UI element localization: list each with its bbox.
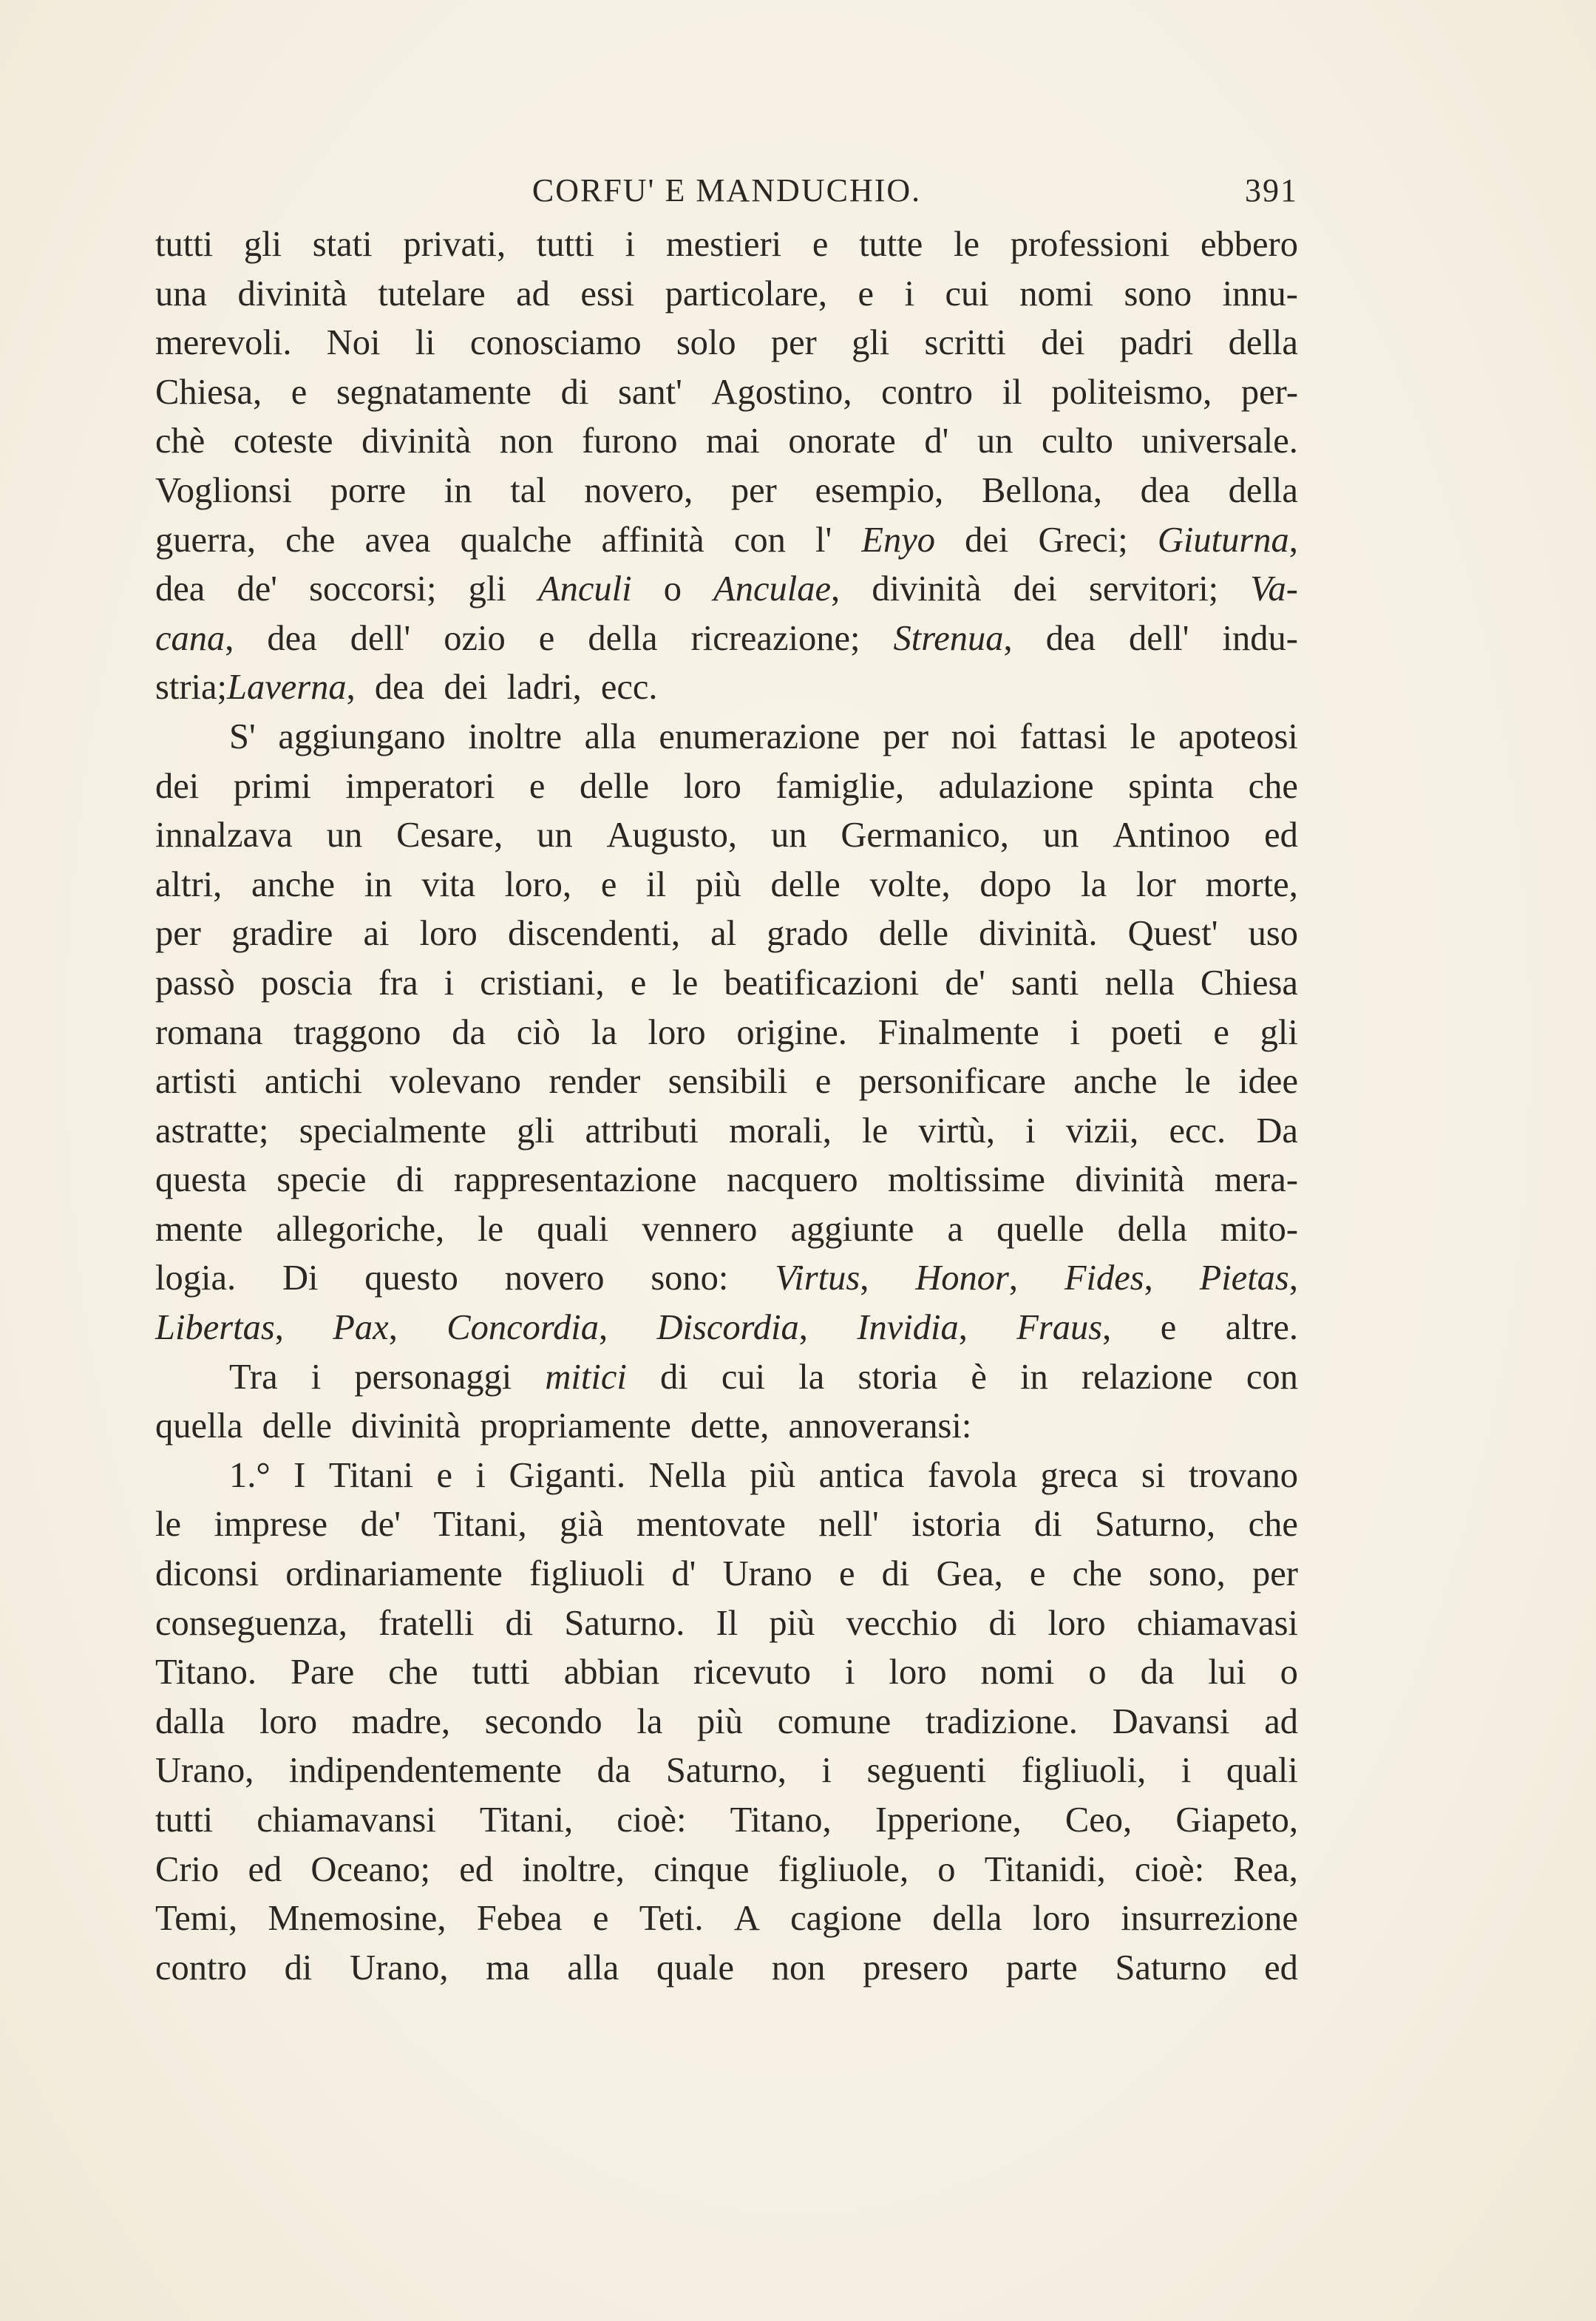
text-line: quella delle divinità propriamente dette, annoveransi: [155,1406,972,1446]
text-line: mente allegoriche, le quali vennero aggiunte a quelle della mito- [155,1209,1298,1249]
text-line: le imprese de' Titani, già mentovate nell' istoria di Saturno, che [155,1505,1298,1545]
text-line: S' aggiungano inoltre alla enumerazione per noi fattasi le apoteosi [229,716,1298,756]
text-line: diconsi ordinariamente figliuoli d' Urano e di Gea, e che sono, per [155,1554,1298,1594]
text-line: una divinità tutelare ad essi particolare, e i cui nomi sono innu- [155,274,1298,314]
text-line: merevoli. Noi li conosciamo solo per gli scritti dei padri della [155,323,1298,363]
text-line: dalla loro madre, secondo la più comune tradizione. Davansi ad [155,1701,1298,1741]
text-line: per gradire ai loro discendenti, al grado delle divinità. Quest' uso [155,914,1298,954]
text-line: innalzava un Cesare, un Augusto, un Germanico, un Antinoo ed [155,816,1298,855]
text-line: contro di Urano, ma alla quale non presero parte Saturno ed [155,1948,1298,1988]
text-line: Temi, Mnemosine, Febea e Teti. A cagione della loro insurrezione [155,1899,1298,1939]
text-line: questa specie di rappresentazione nacquero moltissime divinità mera- [155,1160,1298,1200]
running-title: CORFU' E MANDUCHIO. [532,172,922,209]
running-head [155,172,1298,216]
text-line: Titano. Pare che tutti abbian ricevuto i loro nomi o da lui o [155,1653,1298,1693]
text-line: chè coteste divinità non furono mai onorate d' un culto universale. [155,421,1298,461]
text-line: 1.° I Titani e i Giganti. Nella più antica favola greca si trovano [229,1455,1298,1495]
text-line: astratte; specialmente gli attributi morali, le virtù, i vizii, ecc. Da [155,1111,1298,1151]
text-line: Crio ed Oceano; ed inoltre, cinque figliuole, o Titanidi, cioè: Rea, [155,1849,1298,1889]
text-line: Urano, indipendentemente da Saturno, i seguenti figliuoli, i quali [155,1751,1298,1791]
text-line: altri, anche in vita loro, e il più delle volte, dopo la lor morte, [155,864,1298,904]
text-line: conseguenza, fratelli di Saturno. Il più vecchio di loro chiamavasi [155,1603,1298,1643]
text-line: romana traggono da ciò la loro origine. Finalmente i poeti e gli [155,1012,1298,1052]
text-line: guerra, che avea qualche affinità con l' Enyo dei Greci; Giuturna, [155,520,1298,560]
text-line: Libertas, Pax, Concordia, Discordia, Invidia, Fraus, e altre. [155,1308,1298,1348]
body-text [155,220,1298,1993]
text-line: tutti chiamavansi Titani, cioè: Titano, Ipperione, Ceo, Giapeto, [155,1800,1298,1840]
text-line: logia. Di questo novero sono: Virtus, Honor, Fides, Pietas, [155,1258,1298,1298]
text-line: Chiesa, e segnatamente di sant' Agostino, contro il politeismo, per- [155,372,1298,412]
text-line: tutti gli stati privati, tutti i mestieri e tutte le professioni ebbero [155,225,1298,264]
text-line: Voglionsi porre in tal novero, per esempio, Bellona, dea della [155,470,1298,510]
text-line: Tra i personaggi mitici di cui la storia è in relazione con [229,1357,1298,1397]
text-line: dei primi imperatori e delle loro famiglie, adulazione spinta che [155,766,1298,806]
text-line: passò poscia fra i cristiani, e le beatificazioni de' santi nella Chiesa [155,963,1298,1003]
text-line: stria; Laverna , dea dei ladri, ecc. [155,668,658,708]
page-number: 391 [1245,172,1298,209]
text-line: artisti antichi volevano render sensibili e personificare anche le idee [155,1062,1298,1102]
text-line: cana, dea dell' ozio e della ricreazione; Strenua, dea dell' indu- [155,618,1298,658]
text-line: dea de' soccorsi; gli Anculi o Anculae, divinità dei servitori; Va- [155,569,1298,609]
